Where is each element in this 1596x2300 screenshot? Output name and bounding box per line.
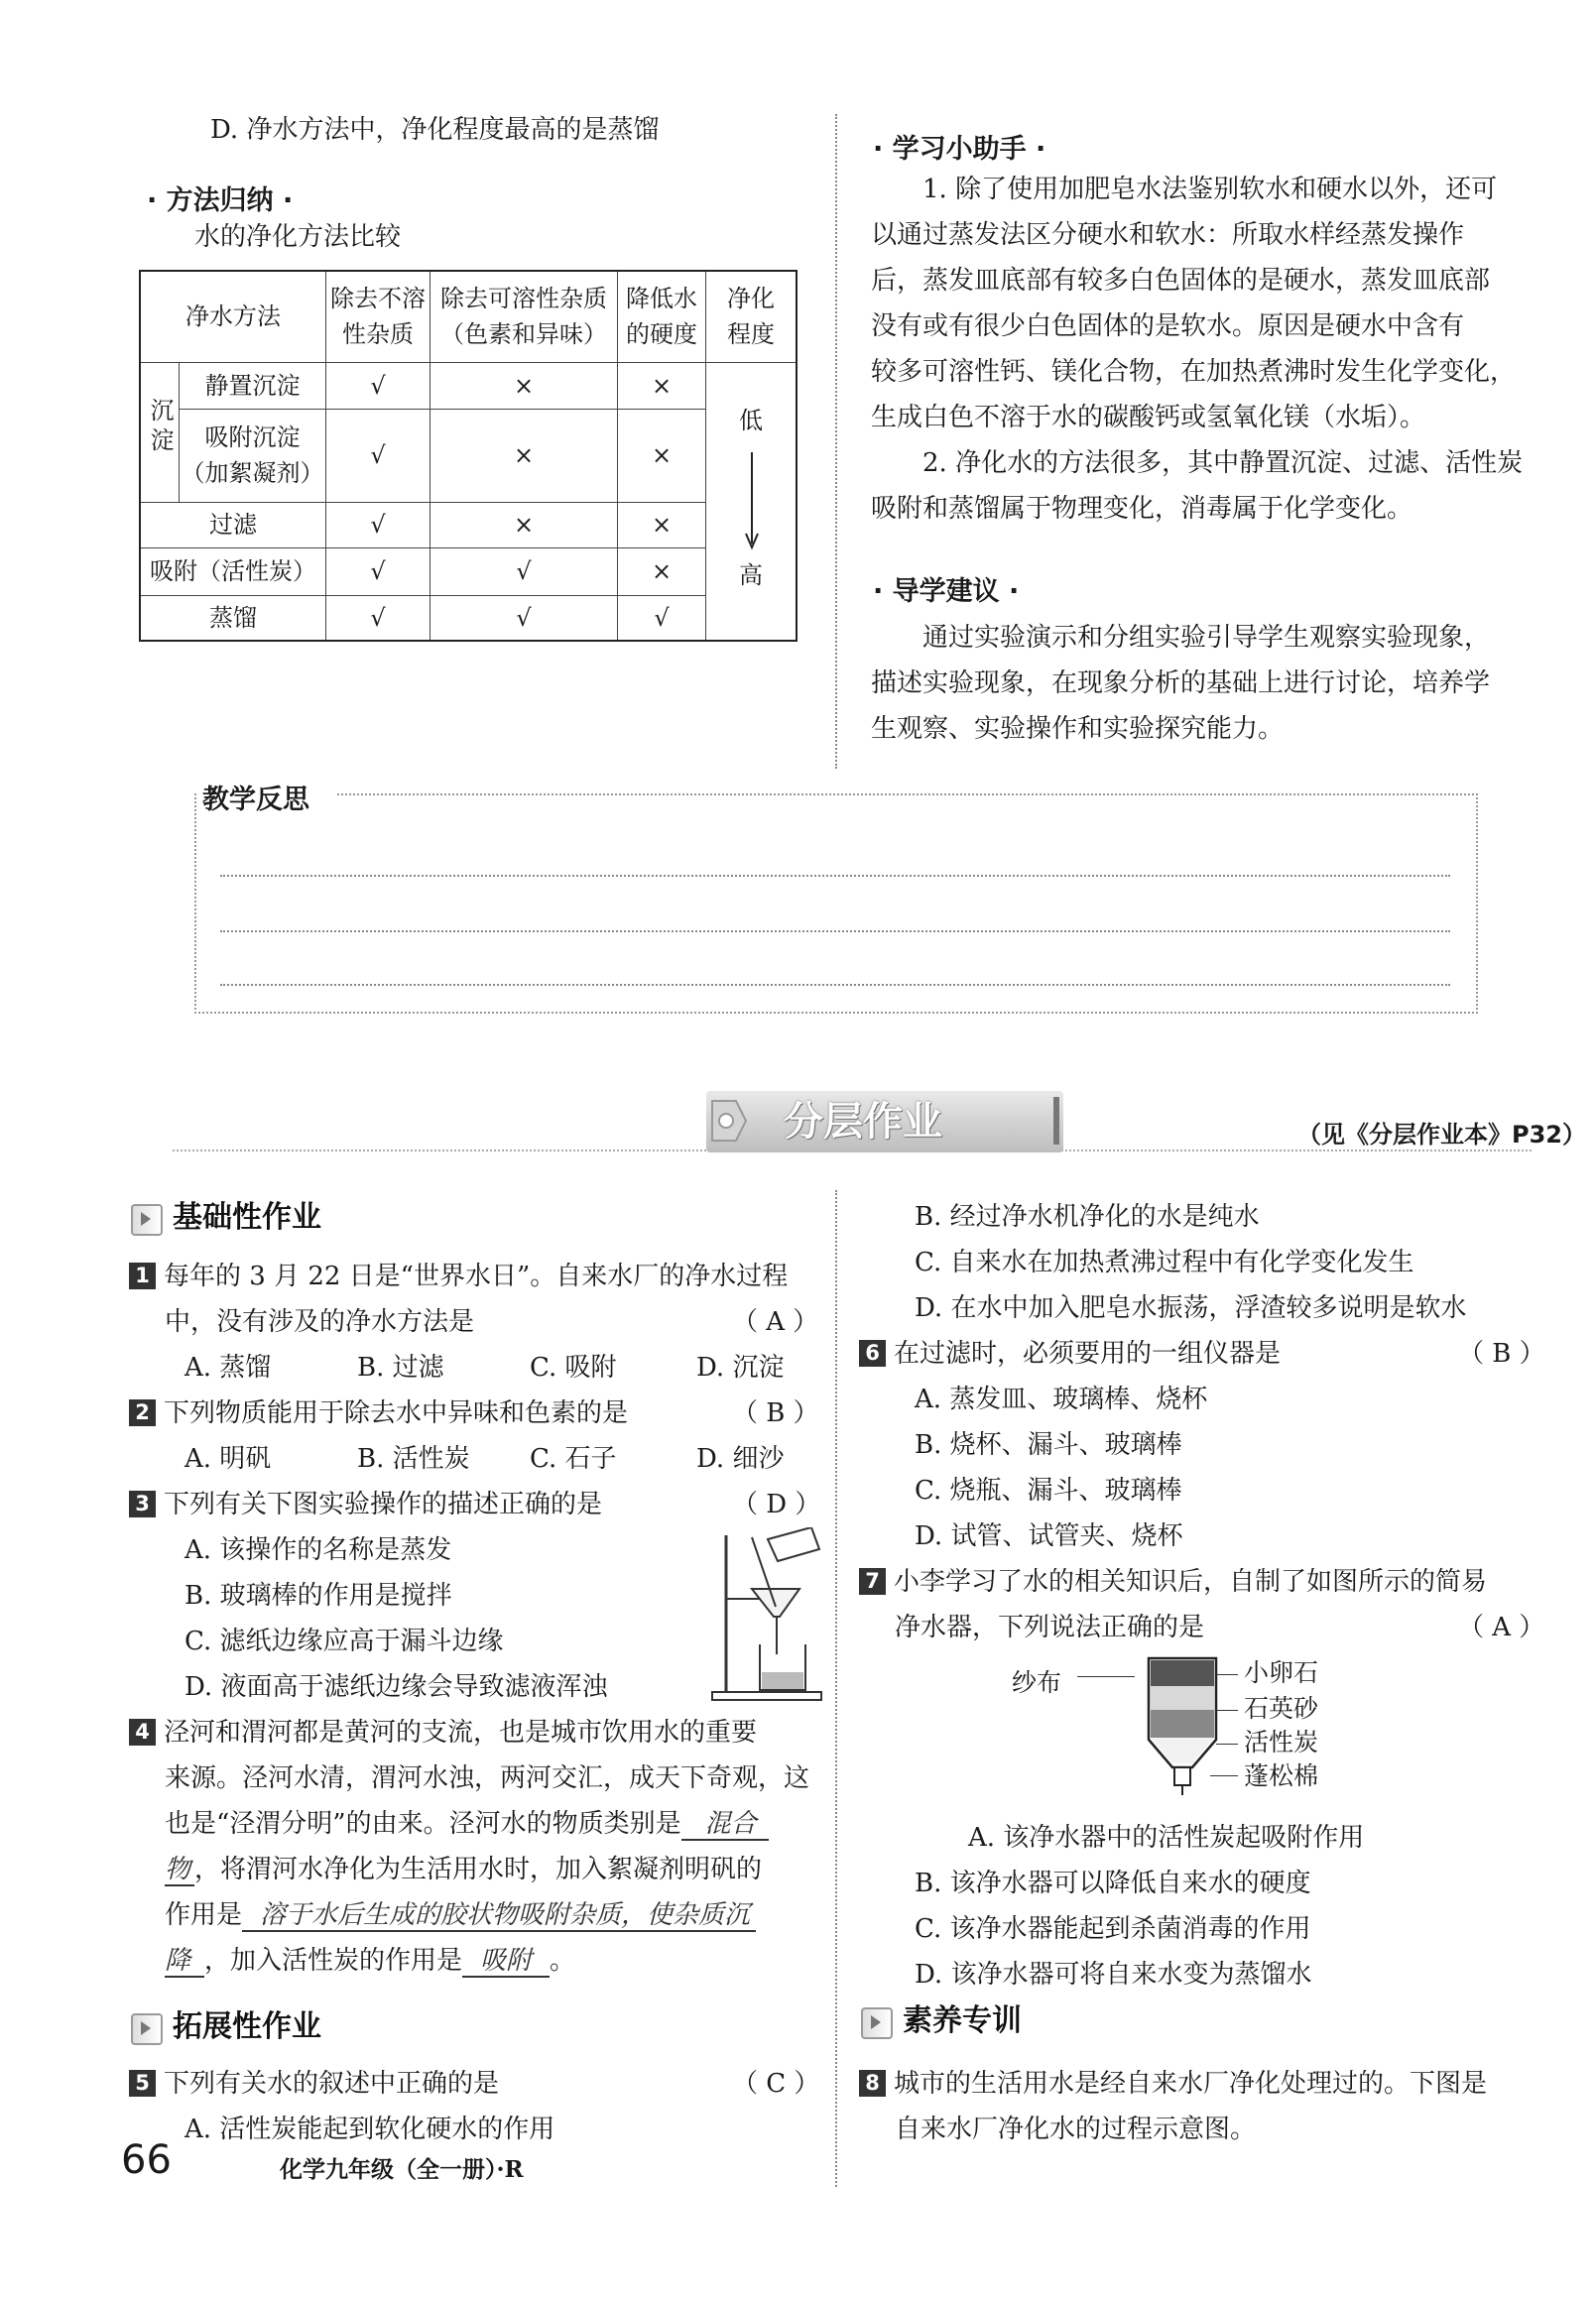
- q-option-d-text: D. 净水方法中，净化程度最高的是蒸馏: [210, 115, 660, 145]
- q3-answer: （ D ）: [732, 1490, 821, 1519]
- group-label-sedimentation: 沉淀: [140, 362, 180, 502]
- degree-high: 高: [739, 560, 763, 589]
- reflection-title: 教学反思: [202, 778, 321, 816]
- q4-line6: 降 ，加入活性炭的作用是 吸附 。: [165, 1946, 576, 1976]
- helper-line: 以通过蒸发法区分硬水和软水：所取水样经蒸发操作: [871, 220, 1465, 250]
- cell-method: 过滤: [140, 502, 326, 547]
- table-caption: 水的净化方法比较: [194, 222, 402, 252]
- q4-line2: 来源。泾河水清，渭河水浊，两河交汇，成天下奇观，这: [165, 1763, 810, 1793]
- helper-line: 生成白色不溶于水的碳酸钙或氢氧化镁（水垢）。: [871, 403, 1426, 432]
- column-divider: [835, 1190, 837, 2187]
- reflection-line: [220, 875, 1450, 877]
- helper-line: 吸附和蒸馏属于物理变化，消毒属于化学变化。: [871, 494, 1413, 524]
- q4-line3: 也是“泾渭分明”的由来。泾河水的物质类别是 混合: [165, 1801, 769, 1847]
- guide-line: 通过实验演示和分组实验引导学生观察实验现象，: [922, 623, 1491, 653]
- question-4: 4 泾河和渭河都是黄河的支流，也是城市饮用水的重要: [129, 1710, 757, 1755]
- q7-answer: （ A ）: [1458, 1613, 1545, 1642]
- page-number: 66: [121, 2137, 172, 2183]
- column-divider: [835, 114, 837, 769]
- book-title: 化学九年级（全一册）·R: [280, 2156, 524, 2183]
- cell-insoluble: √: [326, 502, 430, 547]
- th-hardness: 降低水 的硬度: [618, 271, 706, 362]
- q1-option: B. 过滤: [357, 1353, 444, 1383]
- basic-homework-heading: 基础性作业: [127, 1198, 321, 1238]
- label-cloth: 纱布: [1012, 1668, 1062, 1697]
- cell-hardness: ×: [618, 502, 706, 547]
- reflection-box: [194, 793, 1478, 1014]
- cell-insoluble: √: [326, 362, 430, 409]
- q4-fill-3: 吸附: [462, 1946, 550, 1978]
- cell-degree-arrow: [706, 362, 798, 641]
- literacy-training-heading: 素养专训: [857, 2001, 1022, 2041]
- flag-icon: [131, 1204, 163, 1236]
- q3-option: D. 液面高于滤纸边缘会导致滤液浑浊: [184, 1672, 608, 1702]
- cell-hardness: √: [618, 595, 706, 641]
- q6-option: B. 烧杯、漏斗、玻璃棒: [915, 1430, 1182, 1460]
- cell-soluble: ×: [430, 502, 618, 547]
- question-5: 5 下列有关水的叙述中正确的是: [129, 2061, 499, 2107]
- th-insoluble: 除去不溶 性杂质: [326, 271, 430, 362]
- q3-option: C. 滤纸边缘应高于漏斗边缘: [184, 1627, 504, 1656]
- q5-answer: （ C ）: [732, 2069, 820, 2099]
- q3-option: A. 该操作的名称是蒸发: [184, 1535, 452, 1565]
- q4-fill-1a: 混合: [681, 1809, 769, 1841]
- q5-option: C. 自来水在加热煮沸过程中有化学变化发生: [915, 1248, 1414, 1277]
- q2-option: B. 活性炭: [357, 1444, 470, 1474]
- th-soluble: 除去可溶性杂质 （色素和异味）: [430, 271, 618, 362]
- cell-method: 吸附（活性炭）: [140, 547, 326, 595]
- th-degree: 净化 程度: [706, 271, 798, 362]
- cell-insoluble: √: [326, 547, 430, 595]
- q2-option: D. 细沙: [696, 1444, 785, 1474]
- question-8: 8 城市的生活用水是经自来水厂净化处理过的。下图是: [859, 2061, 1487, 2107]
- leader-line: [1216, 1744, 1238, 1745]
- down-arrow-icon: [742, 452, 762, 551]
- reflection-line: [220, 984, 1450, 986]
- reflection-top-line: [337, 793, 1474, 795]
- helper-line: 2. 净化水的方法很多，其中静置沉淀、过滤、活性炭: [922, 448, 1524, 478]
- q4-line5: 作用是 溶于水后生成的胶状物吸附杂质，使杂质沉: [165, 1892, 756, 1938]
- cell-soluble: ×: [430, 409, 618, 502]
- cell-hardness: ×: [618, 362, 706, 409]
- q2-option: C. 石子: [530, 1444, 617, 1474]
- label-cotton: 蓬松棉: [1244, 1761, 1319, 1790]
- q5-option: D. 在水中加入肥皂水振荡，浮渣较多说明是软水: [915, 1293, 1467, 1323]
- q2-answer: （ B ）: [732, 1398, 819, 1428]
- q5-option: B. 经过净水机净化的水是纯水: [915, 1202, 1260, 1232]
- q8-line2: 自来水厂净化水的过程示意图。: [895, 2115, 1257, 2144]
- q1-line2: 中，没有涉及的净水方法是: [165, 1307, 475, 1337]
- helper-line: 没有或有很少白色固体的是软水。原因是硬水中含有: [871, 311, 1465, 341]
- table-row: [140, 409, 797, 502]
- helper-line: 后，蒸发皿底部有较多白色固体的是硬水，蒸发皿底部: [871, 266, 1491, 296]
- q1-option: A. 蒸馏: [184, 1353, 272, 1383]
- guide-line: 生观察、实验操作和实验探究能力。: [871, 714, 1285, 744]
- q7-option: C. 该净水器能起到杀菌消毒的作用: [915, 1914, 1311, 1944]
- helper-line: 1. 除了使用加肥皂水法鉴别软水和硬水以外，还可: [922, 175, 1498, 204]
- cell-hardness: ×: [618, 547, 706, 595]
- q1-option: C. 吸附: [530, 1353, 617, 1383]
- degree-low: 低: [739, 406, 763, 434]
- q1-option: D. 沉淀: [696, 1353, 785, 1383]
- guide-text: [871, 615, 1555, 752]
- q4-fill-2a: 溶于水后生成的胶状物吸附杂质，使杂质沉: [242, 1900, 756, 1932]
- cell-method: 吸附沉淀 （加絮凝剂）: [180, 409, 326, 502]
- flag-icon: [131, 2013, 163, 2045]
- table-row: [140, 362, 797, 409]
- banner-ref: （见《分层作业本》P32）: [1297, 1121, 1586, 1149]
- cell-soluble: √: [430, 547, 618, 595]
- table-row: [140, 502, 797, 547]
- table-row: [140, 547, 797, 595]
- question-3: 3 下列有关下图实验操作的描述正确的是: [129, 1482, 602, 1527]
- leader-line: [1077, 1676, 1135, 1677]
- q6-option: A. 蒸发皿、玻璃棒、烧杯: [915, 1385, 1208, 1414]
- q2-option: A. 明矾: [184, 1444, 272, 1474]
- guide-heading: · 导学建议 ·: [873, 576, 1020, 607]
- method-heading: · 方法归纳 ·: [147, 185, 294, 216]
- question-1: 1 每年的 3 月 22 日是“世界水日”。自来水厂的净水过程: [129, 1254, 788, 1299]
- purification-comparison-table: [139, 270, 798, 642]
- q5-option: A. 活性炭能起到软化硬水的作用: [184, 2115, 555, 2144]
- banner-emblem-icon: [706, 1095, 752, 1147]
- cell-insoluble: √: [326, 409, 430, 502]
- banner-title: 分层作业: [784, 1099, 942, 1145]
- cell-insoluble: √: [326, 595, 430, 641]
- q1-answer: （ A ）: [732, 1307, 819, 1337]
- th-method: 净水方法: [140, 271, 326, 362]
- question-2: 2 下列物质能用于除去水中异味和色素的是: [129, 1391, 628, 1436]
- helper-heading: · 学习小助手 ·: [873, 134, 1046, 165]
- banner-bar: [1053, 1097, 1059, 1145]
- q4-line4: 物 ，将渭河水净化为生活用水时，加入絮凝剂明矾的: [165, 1855, 763, 1884]
- question-7: 7 小李学习了水的相关知识后，自制了如图所示的简易: [859, 1559, 1487, 1605]
- cell-method: 蒸馏: [140, 595, 326, 641]
- helper-text: [871, 167, 1555, 532]
- q7-option: A. 该净水器中的活性炭起吸附作用: [968, 1823, 1365, 1853]
- guide-line: 描述实验现象，在现象分析的基础上进行讨论，培养学: [871, 668, 1491, 698]
- table-row: [140, 595, 797, 641]
- cell-method: 静置沉淀: [180, 362, 326, 409]
- helper-line: 较多可溶性钙、镁化合物，在加热煮沸时发生化学变化，: [871, 357, 1517, 387]
- cell-hardness: ×: [618, 409, 706, 502]
- reflection-line: [220, 930, 1450, 932]
- extension-homework-heading: 拓展性作业: [127, 2007, 321, 2047]
- q4-fill-1b: 物: [165, 1855, 194, 1886]
- filtration-apparatus-figure: [682, 1527, 831, 1706]
- q4-fill-2b: 降: [165, 1946, 204, 1978]
- q6-option: C. 烧瓶、漏斗、玻璃棒: [915, 1476, 1182, 1506]
- q3-option: B. 玻璃棒的作用是搅拌: [184, 1581, 452, 1611]
- label-sand: 石英砂: [1244, 1694, 1319, 1723]
- q7-option: D. 该净水器可将自来水变为蒸馏水: [915, 1960, 1312, 1990]
- label-carbon: 活性炭: [1244, 1728, 1319, 1756]
- cell-soluble: ×: [430, 362, 618, 409]
- q7-line2: 净水器，下列说法正确的是: [895, 1613, 1205, 1642]
- label-pebble: 小卵石: [1244, 1658, 1319, 1687]
- leader-line: [1210, 1775, 1238, 1776]
- leader-line: [1216, 1674, 1238, 1675]
- cell-soluble: √: [430, 595, 618, 641]
- q6-option: D. 试管、试管夹、烧杯: [915, 1521, 1183, 1551]
- q7-option: B. 该净水器可以降低自来水的硬度: [915, 1869, 1311, 1898]
- flag-icon: [861, 2007, 893, 2039]
- leader-line: [1216, 1710, 1238, 1711]
- q6-answer: （ B ）: [1458, 1339, 1545, 1369]
- question-6: 6 在过滤时，必须要用的一组仪器是: [859, 1331, 1281, 1377]
